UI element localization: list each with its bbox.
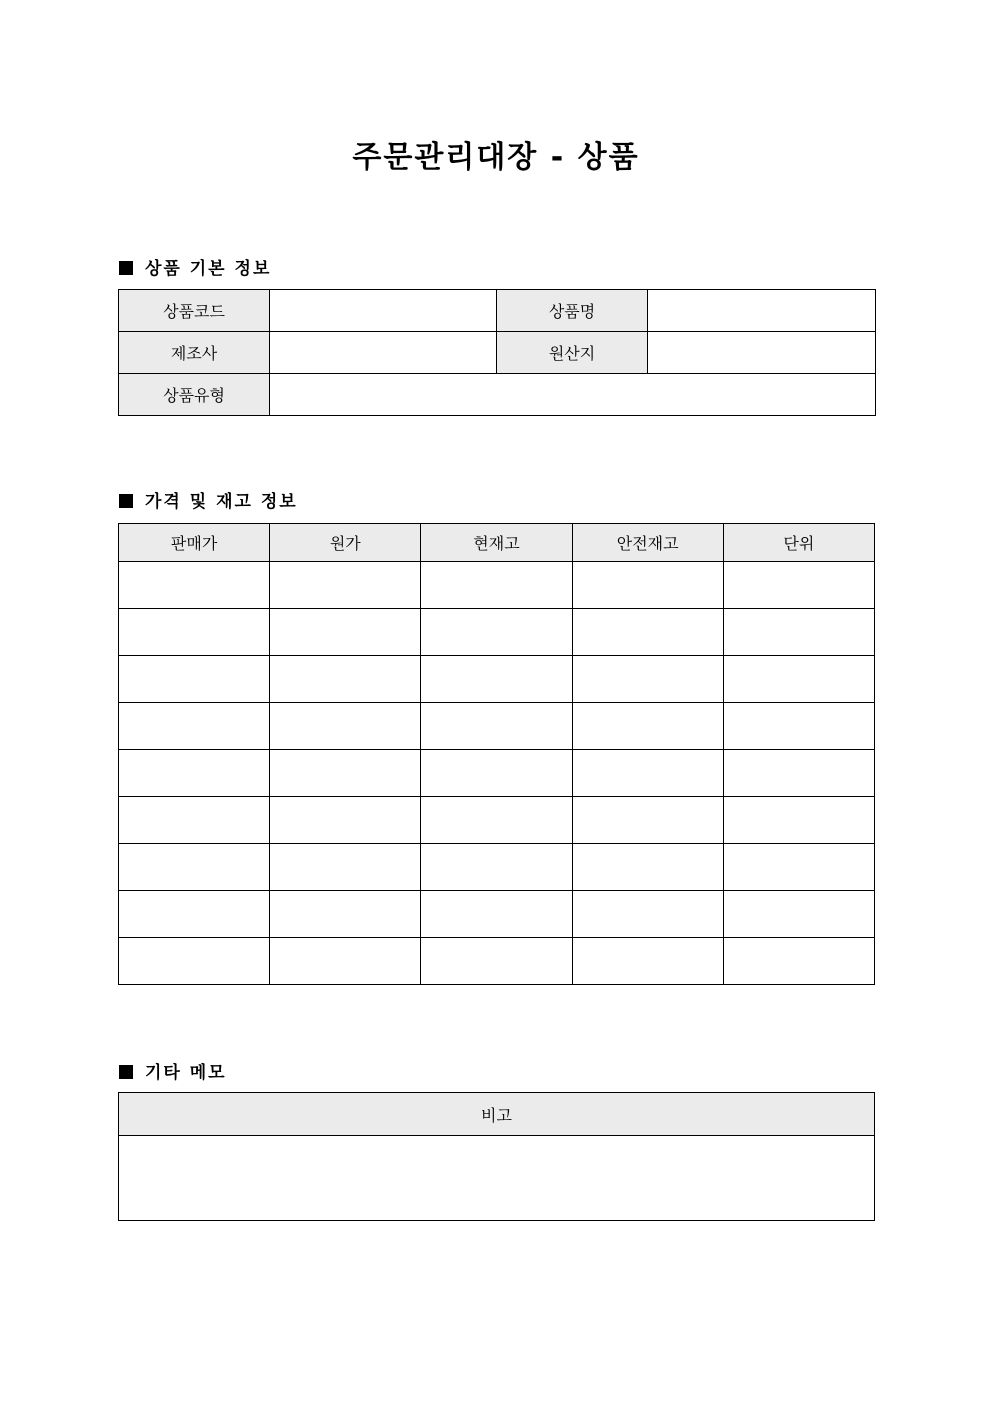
- unit-cell[interactable]: [723, 750, 874, 797]
- table-row: [119, 1136, 875, 1221]
- sale-price-cell[interactable]: [119, 797, 270, 844]
- unit-cell[interactable]: [723, 562, 874, 609]
- table-row: [119, 562, 875, 609]
- safety-stock-cell[interactable]: [572, 562, 723, 609]
- section-memo-label: 기타 메모: [145, 1063, 227, 1083]
- table-row: [119, 750, 875, 797]
- manufacturer-field[interactable]: [270, 332, 497, 374]
- safety-stock-cell[interactable]: [572, 797, 723, 844]
- column-header-current-stock: 현재고: [421, 524, 572, 562]
- cost-cell[interactable]: [270, 750, 421, 797]
- current-stock-cell[interactable]: [421, 609, 572, 656]
- product-code-field[interactable]: [270, 290, 497, 332]
- table-header-row: [119, 1093, 875, 1136]
- current-stock-cell[interactable]: [421, 703, 572, 750]
- table-row: [119, 797, 875, 844]
- table-row: [119, 374, 876, 416]
- square-bullet-icon: [119, 494, 133, 508]
- remarks-field[interactable]: [119, 1136, 875, 1221]
- label-product-name: 상품명: [497, 290, 648, 332]
- table-row: [119, 609, 875, 656]
- origin-field[interactable]: [648, 332, 876, 374]
- unit-cell[interactable]: [723, 891, 874, 938]
- cost-cell[interactable]: [270, 844, 421, 891]
- sale-price-cell[interactable]: [119, 609, 270, 656]
- square-bullet-icon: [119, 1065, 133, 1079]
- current-stock-cell[interactable]: [421, 750, 572, 797]
- current-stock-cell[interactable]: [421, 797, 572, 844]
- unit-cell[interactable]: [723, 844, 874, 891]
- safety-stock-cell[interactable]: [572, 656, 723, 703]
- column-header-sale-price: 판매가: [119, 524, 270, 562]
- current-stock-cell[interactable]: [421, 844, 572, 891]
- product-type-field[interactable]: [270, 374, 876, 416]
- cost-cell[interactable]: [270, 703, 421, 750]
- unit-cell[interactable]: [723, 656, 874, 703]
- cost-cell[interactable]: [270, 609, 421, 656]
- product-name-field[interactable]: [648, 290, 876, 332]
- sale-price-cell[interactable]: [119, 562, 270, 609]
- current-stock-cell[interactable]: [421, 891, 572, 938]
- table-row: [119, 703, 875, 750]
- cost-cell[interactable]: [270, 797, 421, 844]
- sale-price-cell[interactable]: [119, 891, 270, 938]
- table-row: [119, 844, 875, 891]
- current-stock-cell[interactable]: [421, 938, 572, 985]
- price-stock-table: [118, 523, 875, 985]
- table-header-row: [119, 524, 875, 562]
- table-row: [119, 290, 876, 332]
- label-manufacturer: 제조사: [119, 332, 270, 374]
- safety-stock-cell[interactable]: [572, 938, 723, 985]
- sale-price-cell[interactable]: [119, 938, 270, 985]
- safety-stock-cell[interactable]: [572, 844, 723, 891]
- unit-cell[interactable]: [723, 797, 874, 844]
- section-basic-info-heading: [119, 254, 271, 279]
- cost-cell[interactable]: [270, 656, 421, 703]
- table-row: [119, 938, 875, 985]
- cost-cell[interactable]: [270, 562, 421, 609]
- cost-cell[interactable]: [270, 891, 421, 938]
- sale-price-cell[interactable]: [119, 703, 270, 750]
- unit-cell[interactable]: [723, 609, 874, 656]
- column-header-unit: 단위: [723, 524, 874, 562]
- label-origin: 원산지: [497, 332, 648, 374]
- safety-stock-cell[interactable]: [572, 750, 723, 797]
- cost-cell[interactable]: [270, 938, 421, 985]
- section-price-stock-heading: [119, 487, 298, 512]
- memo-table: [118, 1092, 875, 1221]
- safety-stock-cell[interactable]: [572, 703, 723, 750]
- unit-cell[interactable]: [723, 703, 874, 750]
- sale-price-cell[interactable]: [119, 844, 270, 891]
- table-row: [119, 332, 876, 374]
- current-stock-cell[interactable]: [421, 562, 572, 609]
- document-title: 주문관리대장 - 상품: [352, 140, 640, 175]
- label-product-type: 상품유형: [119, 374, 270, 416]
- table-row: [119, 656, 875, 703]
- basic-info-table: [118, 289, 876, 416]
- section-price-stock-label: 가격 및 재고 정보: [145, 492, 298, 512]
- price-stock-body: [119, 562, 875, 985]
- safety-stock-cell[interactable]: [572, 609, 723, 656]
- column-header-remarks: 비고: [119, 1093, 875, 1136]
- label-product-code: 상품코드: [119, 290, 270, 332]
- section-memo-heading: [119, 1058, 227, 1083]
- current-stock-cell[interactable]: [421, 656, 572, 703]
- sale-price-cell[interactable]: [119, 750, 270, 797]
- table-row: [119, 891, 875, 938]
- square-bullet-icon: [119, 261, 133, 275]
- sale-price-cell[interactable]: [119, 656, 270, 703]
- safety-stock-cell[interactable]: [572, 891, 723, 938]
- column-header-safety-stock: 안전재고: [572, 524, 723, 562]
- unit-cell[interactable]: [723, 938, 874, 985]
- section-basic-info-label: 상품 기본 정보: [145, 259, 272, 279]
- column-header-cost: 원가: [270, 524, 421, 562]
